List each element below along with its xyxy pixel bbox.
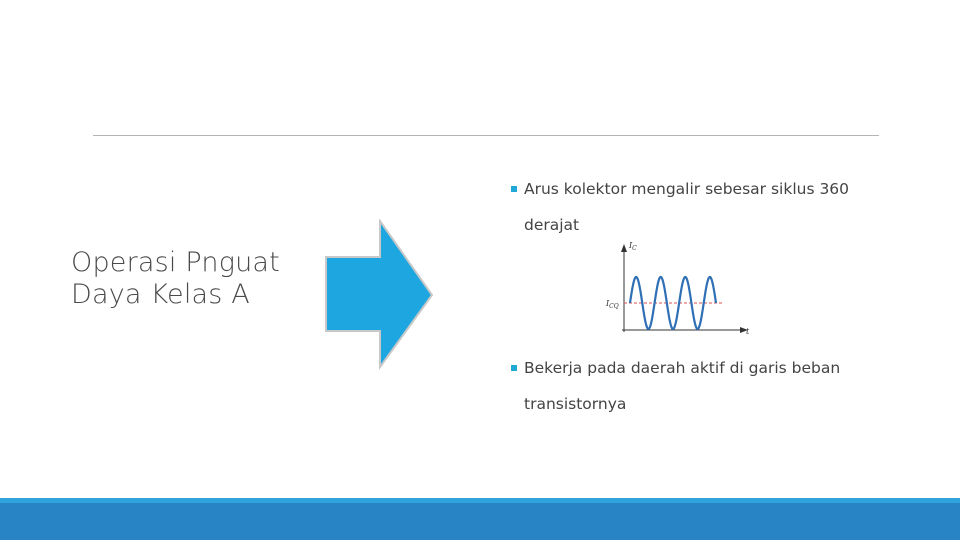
bullet-square-icon (511, 365, 517, 371)
x-axis-label: t (746, 327, 750, 336)
bullet-item-1 (511, 171, 849, 243)
sine-wave (630, 277, 716, 329)
bullet-2-continuation: transistornya (524, 395, 627, 413)
bullet-square-icon (511, 186, 517, 192)
slide-title (71, 247, 311, 311)
right-arrow-icon (324, 219, 436, 371)
collector-current-graph (600, 236, 760, 336)
header-divider (93, 135, 879, 136)
bullet-item-2 (511, 350, 840, 422)
y-axis-label: $I_C$ (629, 241, 637, 252)
bullet-1-continuation: derajat (524, 216, 580, 234)
title-line-2: Daya Kelas A (71, 279, 250, 310)
title-line-1: Operasi Pnguat (71, 247, 280, 278)
reference-label: $I_{CQ}$ (606, 299, 619, 310)
footer-bar (0, 503, 960, 540)
bullet-2-text: Bekerja pada daerah aktif di garis beban (524, 359, 841, 377)
bullet-1-text: Arus kolektor mengalir sebesar siklus 360 (524, 180, 850, 198)
